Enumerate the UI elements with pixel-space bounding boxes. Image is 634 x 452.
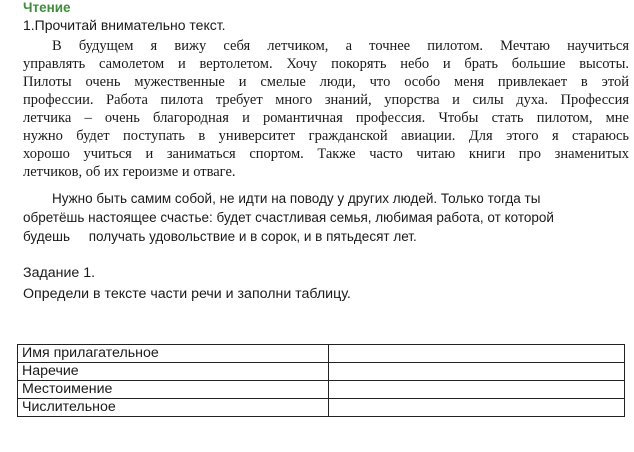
text-line: Нужно быть самим собой, не идти на поводу у других людей. Только тогда ты bbox=[52, 191, 541, 206]
reading-paragraph-2 bbox=[23, 189, 629, 246]
answer-cell[interactable] bbox=[329, 363, 625, 381]
text-line: будешь получать удовольствие и в сорок, и в пятьдесят лет. bbox=[23, 229, 417, 244]
text-line: профессии. Работа пилота требует много знаний, упорства и силы духа. Профессия bbox=[23, 92, 629, 108]
row-label: Числительное bbox=[18, 399, 329, 417]
row-label: Имя прилагательное bbox=[18, 345, 329, 363]
task2-title: Задание 1. bbox=[23, 265, 96, 281]
table-row bbox=[18, 345, 625, 363]
answer-cell[interactable] bbox=[329, 381, 625, 399]
reading-paragraph-1 bbox=[23, 37, 629, 181]
text-line: нужно будет поступать в университет гражданской авиации. Для этого я стараюсь bbox=[23, 128, 629, 144]
answer-cell[interactable] bbox=[329, 399, 625, 417]
text-line: летчиков, об их героизме и отваге. bbox=[23, 164, 236, 180]
text-line: Пилоты очень мужественные и смелые люди, что особо меня привлекает в этой bbox=[23, 74, 629, 90]
section-heading: Чтение bbox=[23, 0, 71, 15]
row-label: Местоимение bbox=[18, 381, 329, 399]
row-label: Наречие bbox=[18, 363, 329, 381]
text-line: летчика – очень благородная и романтичная профессия. Чтобы стать пилотом, мне bbox=[23, 110, 629, 126]
table-row bbox=[18, 381, 625, 399]
text-line: В будущем я вижу себя летчиком, а точнее пилотом. Мечтаю научиться bbox=[52, 38, 629, 54]
answer-cell[interactable] bbox=[329, 345, 625, 363]
text-line: управлять самолетом и вертолетом. Хочу покорять небо и брать большие высоты. bbox=[23, 56, 629, 72]
table-row bbox=[18, 363, 625, 381]
table-row bbox=[18, 399, 625, 417]
text-line: обретёшь настоящее счастье: будет счастливая семья, любимая работа, от которой bbox=[23, 210, 554, 225]
task-title: 1.Прочитай внимательно текст. bbox=[23, 17, 226, 33]
task2-instruction: Определи в тексте части речи и заполни таблицу. bbox=[23, 286, 351, 302]
text-line: хорошо учиться и заниматься спортом. Также часто читаю книги про знаменитых bbox=[23, 146, 629, 162]
parts-of-speech-table bbox=[17, 344, 625, 417]
